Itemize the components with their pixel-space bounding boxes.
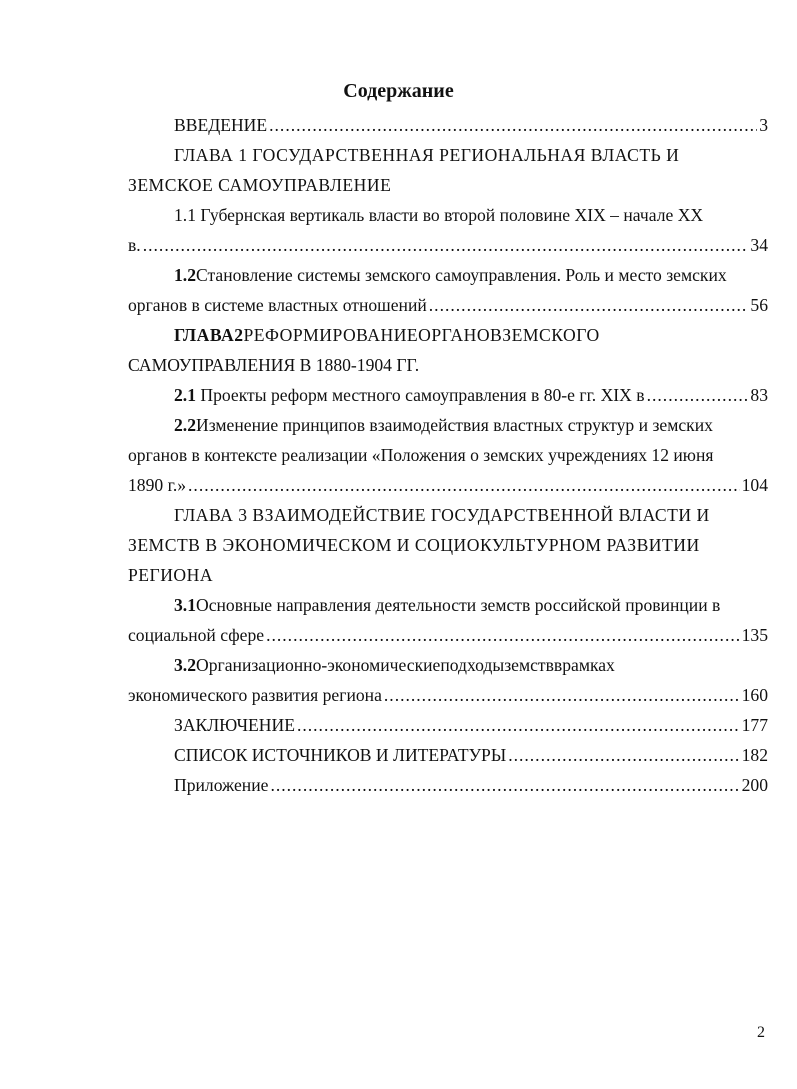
toc-page-number: 83 — [750, 385, 768, 405]
toc-word: в — [553, 655, 563, 675]
dot-leader — [188, 470, 740, 500]
dot-leader — [647, 380, 749, 410]
toc-word: подходы — [440, 655, 505, 675]
section-number: 3.1 — [174, 595, 196, 615]
chapter-word: ОРГАНОВ — [418, 325, 503, 345]
toc-label: в. — [128, 235, 141, 255]
chapter-heading-line: РЕГИОНА — [128, 565, 214, 585]
toc-label: Становление системы земского самоуправления. Роль и место земских — [196, 265, 727, 285]
dot-leader — [269, 110, 757, 140]
toc-entry-chapter-3[interactable] — [128, 500, 768, 590]
toc-entry-section-1-2[interactable] — [128, 260, 768, 320]
toc-entry-section-2-2[interactable] — [128, 410, 768, 500]
toc-label: Проекты реформ местного самоуправления в 80-е гг. XIX в — [200, 385, 645, 405]
toc-page-number: 200 — [741, 775, 768, 795]
toc-page-number: 34 — [750, 235, 768, 255]
toc-label: 1890 г.» — [128, 475, 187, 495]
toc-label: 1.1 Губернская вертикаль власти во второй половине XIX – начале XX — [174, 205, 704, 225]
chapter-heading-line: ЗЕМСКОЕ САМОУПРАВЛЕНИЕ — [128, 175, 392, 195]
toc-entry-appendix[interactable] — [128, 770, 768, 800]
table-of-contents — [128, 110, 768, 800]
toc-label: Основные направления деятельности земств российской провинции в — [196, 595, 721, 615]
toc-entry-section-1-1[interactable] — [128, 200, 768, 260]
dot-leader — [508, 740, 739, 770]
toc-entry-chapter-1[interactable] — [128, 140, 768, 200]
toc-word: рамках — [562, 655, 615, 675]
toc-entry-section-3-2[interactable] — [128, 650, 768, 710]
toc-label: Изменение принципов взаимодействия властных структур и земских — [196, 415, 713, 435]
toc-page-number: 104 — [741, 475, 768, 495]
chapter-word: ГЛАВА — [174, 325, 235, 345]
toc-page-number: 3 — [759, 115, 768, 135]
chapter-heading-line: САМОУПРАВЛЕНИЯ В 1880-1904 ГГ. — [128, 355, 420, 375]
dot-leader — [384, 680, 740, 710]
toc-page-number: 160 — [741, 685, 768, 705]
section-number: 3.2 — [174, 655, 196, 675]
toc-page-number: 177 — [741, 715, 768, 735]
toc-page-number: 182 — [741, 745, 768, 765]
toc-label: Приложение — [174, 775, 269, 795]
chapter-number: 2 — [234, 325, 244, 345]
toc-entry-section-2-1[interactable] — [128, 380, 768, 410]
chapter-heading-line: ГЛАВА 1 ГОСУДАРСТВЕННАЯ РЕГИОНАЛЬНАЯ ВЛАСТЬ И — [174, 145, 680, 165]
toc-entry-sources[interactable] — [128, 740, 768, 770]
toc-entry-chapter-2[interactable] — [128, 320, 768, 380]
toc-page-number: 135 — [741, 625, 768, 645]
toc-label: социальной сфере — [128, 625, 265, 645]
chapter-heading-line: ГЛАВА 3 ВЗАИМОДЕЙСТВИЕ ГОСУДАРСТВЕННОЙ ВЛАСТИ И — [174, 505, 710, 525]
dot-leader — [266, 620, 740, 650]
toc-label: ВВЕДЕНИЕ — [174, 115, 268, 135]
toc-label: органов в системе властных отношений — [128, 295, 427, 315]
toc-entry-conclusion[interactable] — [128, 710, 768, 740]
dot-leader — [297, 710, 740, 740]
toc-label: экономического развития региона — [128, 685, 382, 705]
section-number: 2.1 — [174, 385, 196, 405]
toc-page-number: 56 — [750, 295, 768, 315]
chapter-heading-line: ЗЕМСТВ В ЭКОНОМИЧЕСКОМ И СОЦИОКУЛЬТУРНОМ РАЗВИТИИ — [128, 535, 700, 555]
toc-label: ЗАКЛЮЧЕНИЕ — [174, 715, 295, 735]
chapter-word: ЗЕМСКОГО — [502, 325, 600, 345]
toc-label: СПИСОК ИСТОЧНИКОВ И ЛИТЕРАТУРЫ — [174, 745, 507, 765]
dot-leader — [270, 770, 739, 800]
toc-label: органов в контексте реализации «Положения о земских учреждениях 12 июня — [128, 445, 714, 465]
section-number: 2.2 — [174, 415, 196, 435]
dot-leader — [143, 230, 749, 260]
toc-word: Организационно-экономические — [196, 655, 441, 675]
page-title: Содержание — [343, 80, 454, 102]
chapter-word: РЕФОРМИРОВАНИЕ — [243, 325, 419, 345]
toc-entry-intro[interactable] — [128, 110, 768, 140]
toc-word: земств — [504, 655, 554, 675]
chapter-heading-line — [128, 320, 768, 350]
toc-entry-section-3-1[interactable] — [128, 590, 768, 650]
section-number: 1.2 — [174, 265, 196, 285]
dot-leader — [429, 290, 749, 320]
page-number: 2 — [757, 1024, 765, 1041]
